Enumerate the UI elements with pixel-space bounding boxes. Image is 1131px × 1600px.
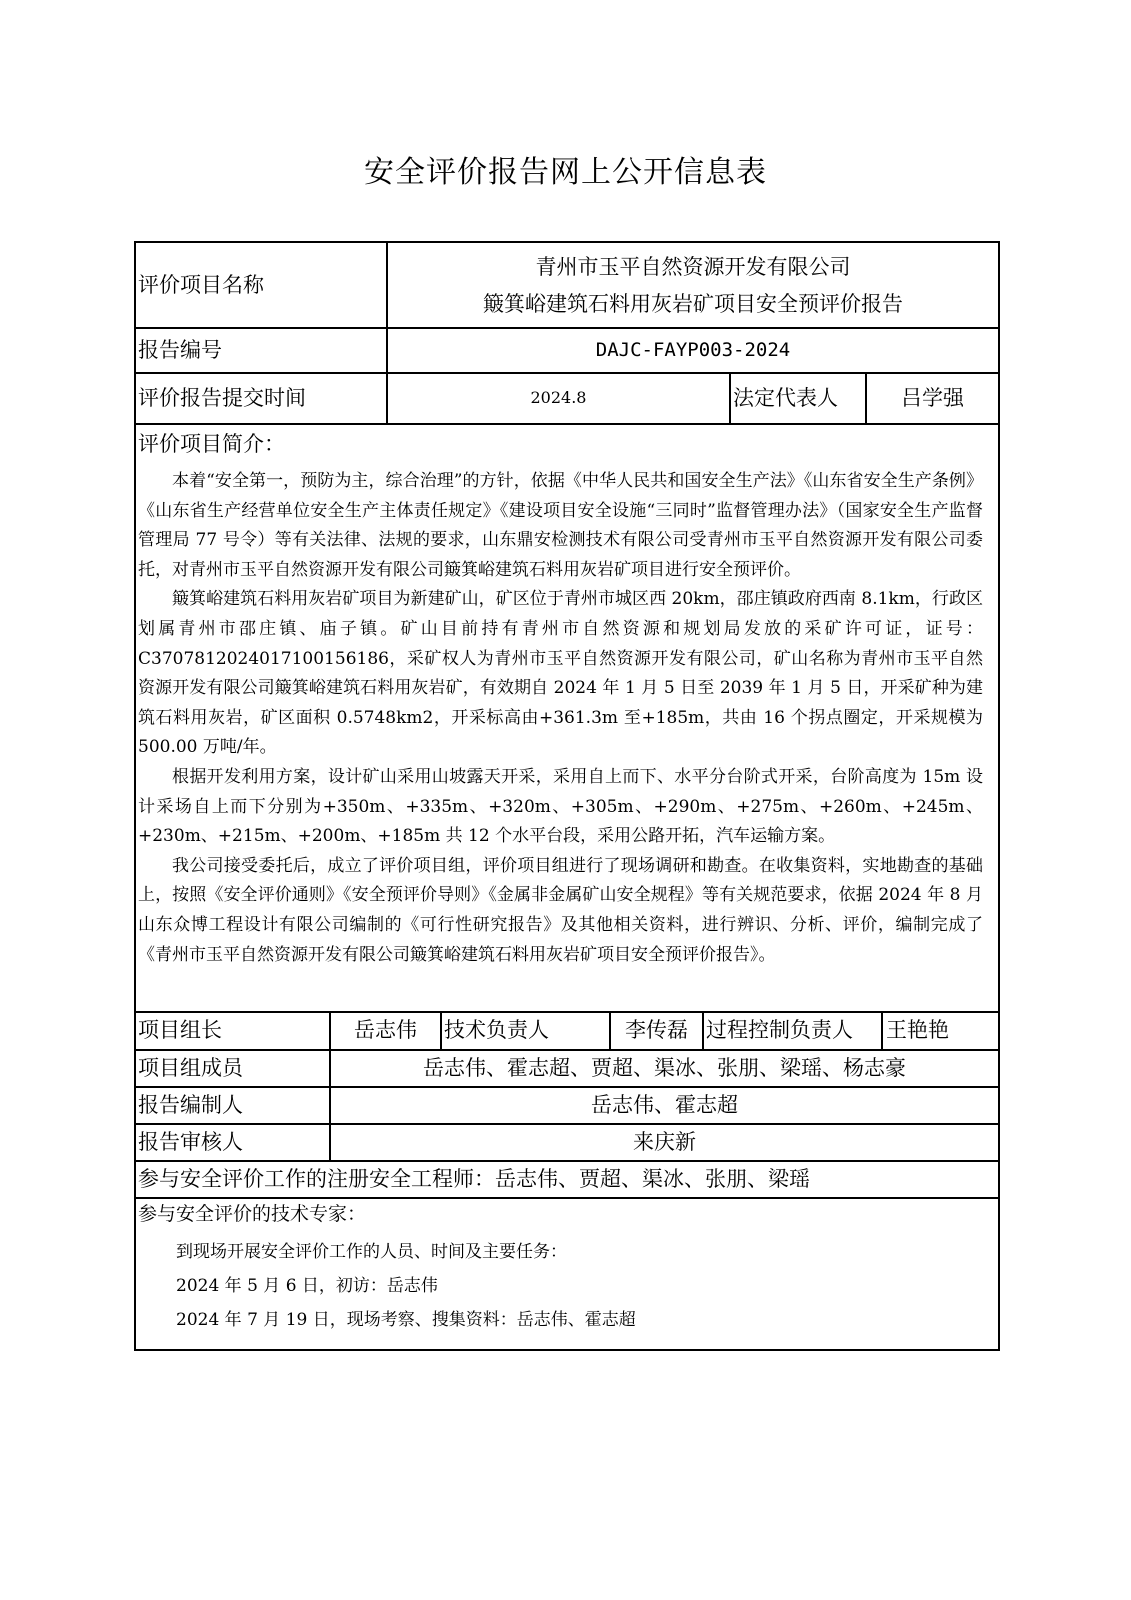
tech-lead-label: 技术负责人 xyxy=(444,1018,549,1042)
row-divider xyxy=(136,372,998,374)
intro-paragraph: 根据开发利用方案，设计矿山采用山坡露天开采，采用自上而下、水平分台阶式开采，台阶高度为 15m 设计采场自上而下分别为+350m、+335m、+320m、+305m、+290m、+275m、+260m、+245m、+230m、+215m、+200m、+185m 共 12 个水平台段，采用公路开拓，汽车运输方案。 xyxy=(138,766,983,847)
report-no-label: 报告编号 xyxy=(138,338,222,362)
project-name-label: 评价项目名称 xyxy=(138,273,264,297)
col-divider xyxy=(881,1011,883,1049)
site-visit-entry: 2024 年 5 月 6 日，初访：岳志伟 xyxy=(176,1276,438,1296)
intro-paragraph: 簸箕峪建筑石料用灰岩矿项目为新建矿山，矿区位于青州市城区西 20km，邵庄镇政府西南 8.1km，行政区划属青州市邵庄镇、庙子镇。矿山目前持有青州市自然资源和规划局发放的采矿许可证，证号：C3707812024017100156186，采矿权人为青州市玉平自然资源开发有限公司，矿山名称为青州市玉平自然资源开发有限公司簸箕峪建筑石料用灰岩矿，有效期自 2024 年 1 月 5 日至 2039 年 1 月 5 日，开采矿种为建筑石料用灰岩，矿区面积 0.5748km2，开采标高由+361.3m 至+185m，共由 16 个拐点圈定，开采规模为 500.00 万吨/年。 xyxy=(138,589,983,758)
row-divider xyxy=(136,1160,998,1162)
registered-engineers: 参与安全评价工作的注册安全工程师：岳志伟、贾超、渠冰、张朋、梁瑶 xyxy=(138,1167,810,1191)
col-divider xyxy=(702,1011,704,1049)
report-no-value: DAJC-FAYP003-2024 xyxy=(595,339,791,361)
intro-label: 评价项目简介： xyxy=(138,432,285,456)
compiler-label: 报告编制人 xyxy=(138,1093,243,1117)
legal-rep-value: 吕学强 xyxy=(901,386,964,410)
reviewer-label: 报告审核人 xyxy=(138,1130,243,1154)
reviewer-value: 来庆新 xyxy=(633,1130,696,1154)
submit-time-label: 评价报告提交时间 xyxy=(138,386,306,410)
row-divider xyxy=(136,1011,998,1013)
row-divider xyxy=(136,423,998,425)
members-value: 岳志伟、霍志超、贾超、渠冰、张朋、梁瑶、杨志豪 xyxy=(423,1056,906,1080)
intro-text xyxy=(138,467,983,970)
process-lead-value: 王艳艳 xyxy=(886,1018,949,1042)
row-divider xyxy=(136,1049,998,1051)
compiler-value: 岳志伟、霍志超 xyxy=(591,1093,738,1117)
intro-paragraph: 我公司接受委托后，成立了评价项目组，评价项目组进行了现场调研和勘查。在收集资料，实地勘查的基础上，按照《安全评价通则》《安全预评价导则》《金属非金属矿山安全规程》等有关规范要求，依据 2024 年 8 月山东众博工程设计有限公司编制的《可行性研究报告》及其他相关资料，进行辨识、分析、评价，编制完成了《青州市玉平自然资源开发有限公司簸箕峪建筑石料用灰岩矿项目安全预评价报告》。 xyxy=(138,855,983,965)
leader-value: 岳志伟 xyxy=(354,1018,417,1042)
col-divider xyxy=(729,372,731,423)
row-divider xyxy=(136,1197,998,1199)
project-name-line2: 簸箕峪建筑石料用灰岩矿项目安全预评价报告 xyxy=(483,292,903,316)
tech-lead-value: 李传磊 xyxy=(625,1018,688,1042)
legal-rep-label: 法定代表人 xyxy=(733,386,838,410)
experts-label: 参与安全评价的技术专家： xyxy=(138,1203,367,1225)
leader-label: 项目组长 xyxy=(138,1018,222,1042)
intro-paragraph: 本着“安全第一，预防为主，综合治理”的方针，依据《中华人民共和国安全生产法》《山东省安全生产条例》《山东省生产经营单位安全生产主体责任规定》《建设项目安全设施“三同时”监督管理办法》（国家安全生产监督管理局 77 号令）等有关法律、法规的要求，山东鼎安检测技术有限公司受青州市玉平自然资源开发有限公司委托，对青州市玉平自然资源开发有限公司簸箕峪建筑石料用灰岩矿项目进行安全预评价。 xyxy=(138,471,983,580)
site-visits-heading: 到现场开展安全评价工作的人员、时间及主要任务： xyxy=(176,1242,567,1262)
col-divider xyxy=(440,1011,442,1049)
members-label: 项目组成员 xyxy=(138,1056,243,1080)
row-divider xyxy=(136,1086,998,1088)
process-lead-label: 过程控制负责人 xyxy=(706,1018,853,1042)
row-divider xyxy=(136,327,998,329)
submit-time-value: 2024.8 xyxy=(530,388,587,407)
row-divider xyxy=(136,1123,998,1125)
site-visits xyxy=(176,1235,636,1337)
info-table xyxy=(134,241,1000,1351)
project-name-line1: 青州市玉平自然资源开发有限公司 xyxy=(535,255,851,279)
site-visit-entry: 2024 年 7 月 19 日，现场考察、搜集资料：岳志伟、霍志超 xyxy=(176,1310,636,1330)
page-title: 安全评价报告网上公开信息表 xyxy=(364,155,767,190)
